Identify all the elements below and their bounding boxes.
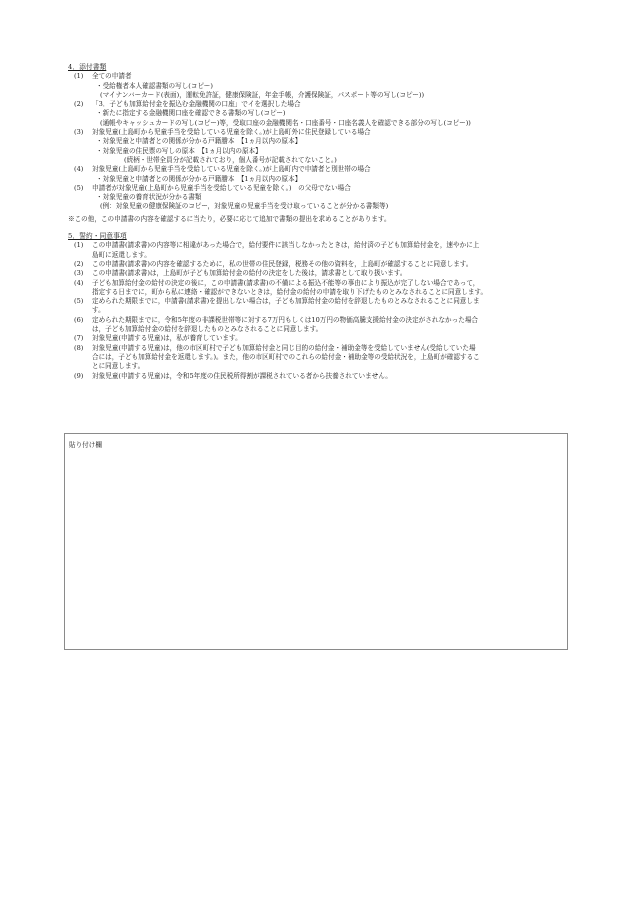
- section4-title: 4．添付書類: [68, 63, 107, 71]
- s5-item-text-cont: 合には，子ども加算給付金を返還します。)。また，他の市区町村でのこれらの給付金・補助金等の受給状況を，上島町が確認するこ: [92, 352, 480, 361]
- s5-item-num: (3): [74, 269, 84, 278]
- s5-item-num: (9): [74, 371, 84, 380]
- s4-item3-num: (3): [74, 128, 84, 137]
- s4-item1-sub1-text: ・受給権者本人確認書類の写し(コピー): [96, 81, 213, 90]
- s4-item2-num: (2): [74, 100, 84, 109]
- s4-item3-sub2-detail-text: (続柄・世帯全員分が記載されており，個人番号が記載されてないこと。): [124, 155, 337, 164]
- s4-note-row: [68, 216, 568, 225]
- s5-item-text: この申請書(請求書)の内容等に相違があった場合で，給付要件に該当しなかったときは，給付済の子ども加算給付金を，速やかに上: [92, 241, 480, 250]
- s5-item-text: 対象児童(申請する児童)は，令和5年度の住民税所得割が課税されている者から扶養されていません。: [92, 371, 392, 380]
- s5-item-text: 対象児童(申請する児童)は，他の市区町村で子ども加算給付金と同じ目的の給付金・補助金等を受給していません(受給していた場: [92, 343, 476, 352]
- s5-item-text: 定められた期限までに，令和5年度の非課税世帯等に対する7万円もしくは10万円の物価高騰支援給付金の決定がされなかった場合: [92, 315, 479, 324]
- s4-item2-text: 「3．子ども加算給付金を振込む金融機関の口座」でイを選択した場合: [92, 100, 301, 109]
- s4-item5-text: 申請者が対象児童(上島町から児童手当を受給している児童を除く。) の父母でない場合: [92, 183, 351, 192]
- s4-item4-sub1-text: ・対象児童と申請者との関係が分かる戸籍謄本 【1ヵ月以内の原本】: [96, 174, 302, 183]
- s4-item5-sub1-detail: [68, 203, 568, 212]
- s5-item-text-cont: す。: [92, 306, 105, 315]
- s5-item-text: この申請書(請求書)は，上島町が子ども加算給付金の給付の決定をした後は，請求書として取り扱います。: [92, 269, 407, 278]
- s5-item-num: (4): [74, 278, 84, 287]
- s5-item-text-cont: 島町に返還します。: [92, 250, 151, 259]
- s5-item-text-cont: は，子ども加算給付金の給付を辞退したものとみなされることに同意します。: [92, 325, 323, 334]
- s4-item5-sub1-detail-text: (例：対象児童の健康保険証のコピー，対象児童の児童手当を受け取っていることが分かる書類等): [100, 202, 389, 211]
- s4-item3-text: 対象児童(上島町から児童手当を受給している児童を除く。)が上島町外に住民登録している場合: [92, 128, 371, 137]
- s5-item-text: 対象児童(申請する児童)は，私が養育しています。: [92, 334, 242, 343]
- s4-note: ※この他，この申請書の内容を確認するに当たり，必要に応じて追加で書類の提出を求めることがあります。: [68, 214, 391, 223]
- s5-item-num: (2): [74, 259, 84, 268]
- s5-item-text: この申請書(請求書)の内容を確認するために，私の世帯の住民登録，税務その他の資料を，上島町が確認することに同意します。: [92, 259, 473, 268]
- s5-item-line: [68, 298, 568, 307]
- s4-item1-num: (1): [74, 72, 84, 81]
- s5-item-num: (1): [74, 241, 84, 250]
- s5-item-text: 定められた期限までに，申請書(請求書)を提出しない場合は，子ども加算給付金の給付を辞退したものとみなされることに同意しま: [92, 297, 480, 306]
- section5-list: [68, 242, 568, 381]
- section5-title: 5．誓約・同意事項: [68, 232, 127, 241]
- paste-area: [64, 433, 568, 650]
- s5-item-num: (8): [74, 343, 84, 352]
- s4-item2-sub1-text: ・新たに指定する金融機関口座を確認できる書類の写し(コピー): [96, 109, 286, 118]
- s4-item1-sub1-detail-text: (マイナンバーカード(表面)，運転免許証，健康保険証，年金手帳，介護保険証，パスポート等の写し(コピー)): [100, 90, 425, 99]
- s5-item-text: 子ども加算給付金の給付の決定の後に，この申請書(請求書)の不備による振込不能等の事由により振込が完了しない場合であって，: [92, 278, 480, 287]
- s4-item2-sub1-detail-text: (通帳やキャッシュカードの写し(コピー)等，受取口座の金融機関名・口座番号・口座名義人を確認できる部分の写し(コピー)): [100, 118, 471, 127]
- s4-item3-sub1-text: ・対象児童と申請者との関係が分かる戸籍謄本 【1ヵ月以内の原本】: [96, 137, 302, 146]
- s5-item-text-cont: 指定する日までに，町から私に連絡・確認ができないときは，給付金の給付の申請を取り下げたものとみなされることに同意します。: [92, 287, 488, 296]
- s4-item1-text: 全ての申請者: [92, 72, 132, 81]
- s4-item4-num: (4): [74, 165, 84, 174]
- paste-area-label: 貼り付け欄: [69, 441, 102, 449]
- s4-item5-num: (5): [74, 183, 84, 192]
- s5-item-num: (7): [74, 334, 84, 343]
- document-body: [68, 64, 568, 382]
- s5-item-num: (6): [74, 315, 84, 324]
- s4-item4-text: 対象児童(上島町から児童手当を受給している児童を除く。)が上島町内で申請者と別世帯の場合: [92, 165, 371, 174]
- s5-item-text-cont: とに同意します。: [92, 362, 145, 371]
- s5-item-line: [68, 373, 568, 382]
- s4-item5-sub1-text: ・対象児童の養育状況が分かる書類: [96, 193, 202, 202]
- s5-item-num: (5): [74, 297, 84, 306]
- section4-heading-row: [68, 64, 568, 73]
- s4-item3-sub2-text: ・対象児童の住民票の写しの原本 【1ヵ月以内の原本】: [96, 146, 262, 155]
